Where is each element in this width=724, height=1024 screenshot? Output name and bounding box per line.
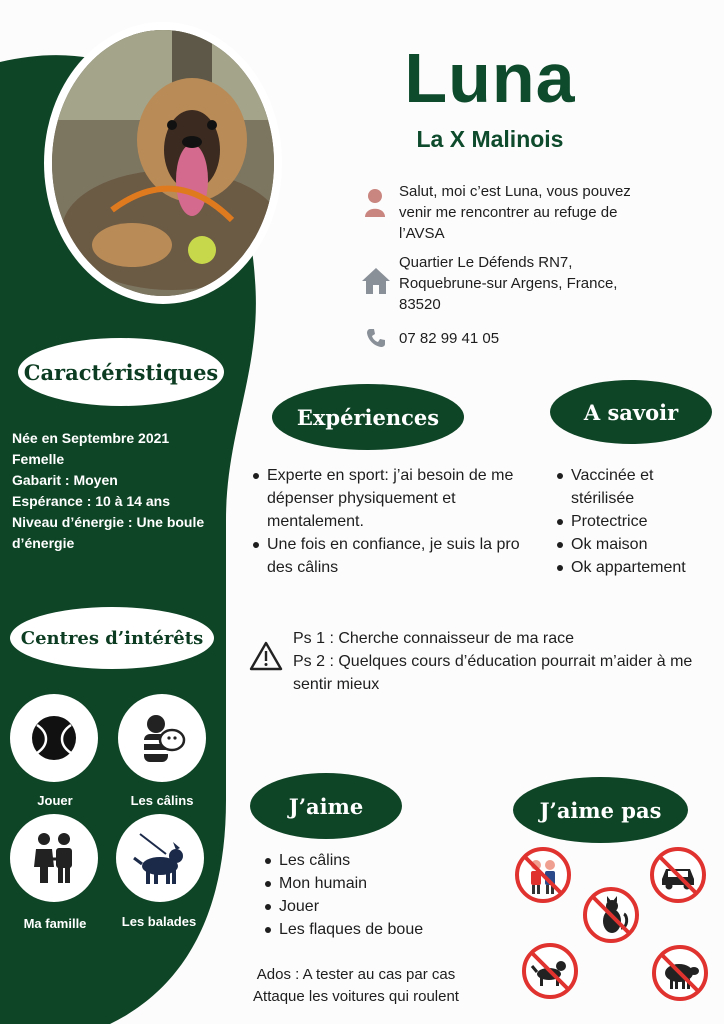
characteristics-title: Caractéristiques bbox=[18, 338, 224, 406]
likes-title: J’aime bbox=[250, 773, 402, 839]
contact-phone: 07 82 99 41 05 bbox=[399, 330, 500, 347]
a-savoir-title: A savoir bbox=[550, 380, 712, 444]
a-savoir-item: Protectrice bbox=[555, 510, 720, 533]
footer-cars-note: Attaque les voitures qui roulent bbox=[253, 988, 459, 1005]
interest-label-walks: Les balades bbox=[121, 914, 197, 929]
contact-address: Quartier Le Défends RN7, Roquebrune-sur Argens, France, 83520 bbox=[399, 254, 618, 313]
experience-item: Une fois en confiance, je suis la pro des câlins bbox=[251, 533, 521, 579]
ball-icon bbox=[10, 694, 98, 782]
no-dogs-icon bbox=[521, 942, 579, 1000]
no-children-icon bbox=[514, 846, 572, 904]
dog-photo bbox=[52, 30, 274, 296]
experiences-list bbox=[251, 464, 521, 579]
notes bbox=[293, 627, 713, 696]
characteristic-size: Gabarit : Moyen bbox=[12, 472, 118, 488]
a-savoir-list bbox=[555, 464, 720, 579]
dog-name: Luna bbox=[404, 39, 576, 117]
phone-icon bbox=[366, 328, 386, 348]
characteristic-sex: Femelle bbox=[12, 451, 65, 467]
hug-icon bbox=[118, 694, 206, 782]
family-icon bbox=[10, 814, 98, 902]
interests-title: Centres d’intérêts bbox=[10, 607, 214, 669]
interest-label-play: Jouer bbox=[37, 793, 73, 808]
like-item: Les câlins bbox=[263, 849, 463, 872]
a-savoir-item: Ok maison bbox=[555, 533, 720, 556]
like-item: Jouer bbox=[263, 895, 463, 918]
interest-label-hugs: Les câlins bbox=[130, 793, 194, 808]
no-cars-icon bbox=[649, 846, 707, 904]
experience-item: Experte en sport: j’ai besoin de me dépenser physiquement et mentalement. bbox=[251, 464, 521, 533]
a-savoir-item: Vaccinée et stérilisée bbox=[555, 464, 720, 510]
note-ps2: Ps 2 : Quelques cours d’éducation pourrait m’aider à me sentir mieux bbox=[293, 653, 693, 693]
likes-list bbox=[263, 849, 463, 941]
like-item: Les flaques de boue bbox=[263, 918, 463, 941]
characteristics-list bbox=[12, 428, 222, 554]
interest-label-family: Ma famille bbox=[23, 916, 87, 931]
characteristic-lifespan: Espérance : 10 à 14 ans bbox=[12, 493, 170, 509]
contact-intro: Salut, moi c’est Luna, vous pouvez venir me rencontrer au refuge de l’AVSA bbox=[399, 183, 631, 242]
home-icon bbox=[361, 266, 391, 296]
warning-icon bbox=[249, 640, 283, 672]
no-cats-icon bbox=[582, 886, 640, 944]
footer-teens-note: Ados : A tester au cas par cas bbox=[256, 966, 456, 983]
like-item: Mon humain bbox=[263, 872, 463, 895]
note-ps1: Ps 1 : Cherche connaisseur de ma race bbox=[293, 630, 575, 647]
dislikes-title: J’aime pas bbox=[513, 777, 688, 843]
dog-breed: La X Malinois bbox=[416, 126, 564, 152]
a-savoir-item: Ok appartement bbox=[555, 556, 720, 579]
person-icon bbox=[364, 188, 386, 218]
dog-walk-icon bbox=[116, 814, 204, 902]
characteristic-birth: Née en Septembre 2021 bbox=[12, 430, 170, 446]
characteristic-energy: Niveau d’énergie : Une boule d’énergie bbox=[12, 514, 205, 551]
footer-notes bbox=[226, 964, 486, 1008]
experiences-title: Expériences bbox=[272, 384, 464, 450]
no-sheep-icon bbox=[651, 944, 709, 1002]
